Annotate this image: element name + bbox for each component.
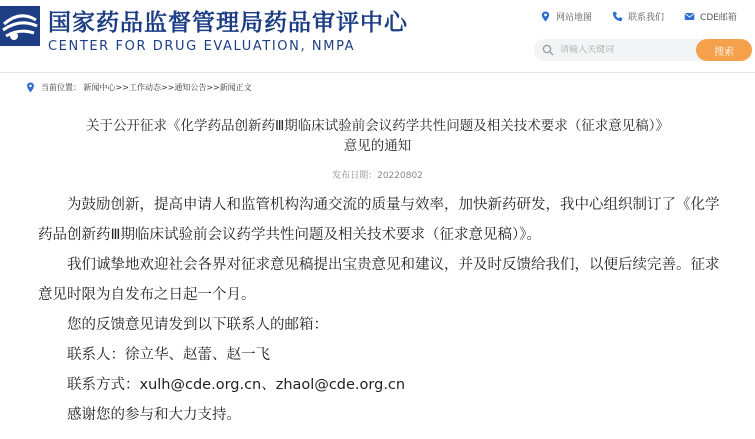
header-divider	[0, 72, 755, 73]
contact-link[interactable]	[612, 10, 664, 23]
sitemap-link[interactable]	[540, 10, 592, 23]
search-input[interactable]	[560, 45, 700, 55]
search-box	[534, 39, 704, 61]
site-header	[0, 0, 755, 64]
top-links	[540, 10, 755, 23]
search-button[interactable]: 搜索	[696, 39, 752, 61]
article-title	[0, 116, 755, 156]
article-title-line-2: 意见的通知	[343, 138, 412, 154]
search-icon	[542, 44, 554, 56]
breadcrumb-text[interactable]: 当前位置： 新闻中心>>工作动态>>通知公告>>新闻正文	[41, 83, 252, 92]
contact-person: 联系人：徐立华、赵蕾、赵一飞	[67, 347, 270, 363]
site-title-en: CENTER FOR DRUG EVALUATION, NMPA	[48, 39, 356, 54]
mail-icon	[684, 11, 695, 22]
contact-email[interactable]: 联系方式：xulh@cde.org.cn、zhaol@cde.org.cn	[67, 377, 406, 393]
article-paragraph: 感谢您的参与和大力支持。	[67, 407, 241, 423]
location-pin-icon	[540, 11, 551, 22]
article-title-line-1: 关于公开征求《化学药品创新药Ⅲ期临床试验前会议药学共性问题及相关技术要求（征求意见稿）》	[85, 118, 670, 134]
article-body	[38, 190, 728, 430]
publish-date: 发布日期：20220802	[332, 171, 423, 181]
location-pin-icon	[26, 82, 35, 93]
article-paragraph: 我们诚挚地欢迎社会各界对征求意见稿提出宝贵意见和建议，并及时反馈给我们，以便后续完善。征求意见时限为自发布之日起一个月。	[38, 257, 720, 303]
cde-mail-link-label: CDE邮箱	[700, 13, 737, 23]
sitemap-link-label: 网站地图	[556, 13, 593, 23]
cde-logo-icon[interactable]	[0, 6, 40, 46]
article-paragraph: 为鼓励创新，提高申请人和监管机构沟通交流的质量与效率，加快新药研发，我中心组织制订了《化学药品创新药Ⅲ期临床试验前会议药学共性问题及相关技术要求（征求意见稿）》。	[38, 197, 720, 243]
site-title-cn[interactable]: 国家药品监督管理局药品审评中心	[48, 10, 408, 36]
article-paragraph: 您的反馈意见请发到以下联系人的邮箱：	[67, 317, 328, 333]
search-bar	[534, 39, 752, 61]
breadcrumb	[26, 82, 252, 93]
phone-icon	[612, 11, 623, 22]
cde-mail-link[interactable]	[684, 10, 737, 23]
contact-link-label: 联系我们	[628, 13, 665, 23]
